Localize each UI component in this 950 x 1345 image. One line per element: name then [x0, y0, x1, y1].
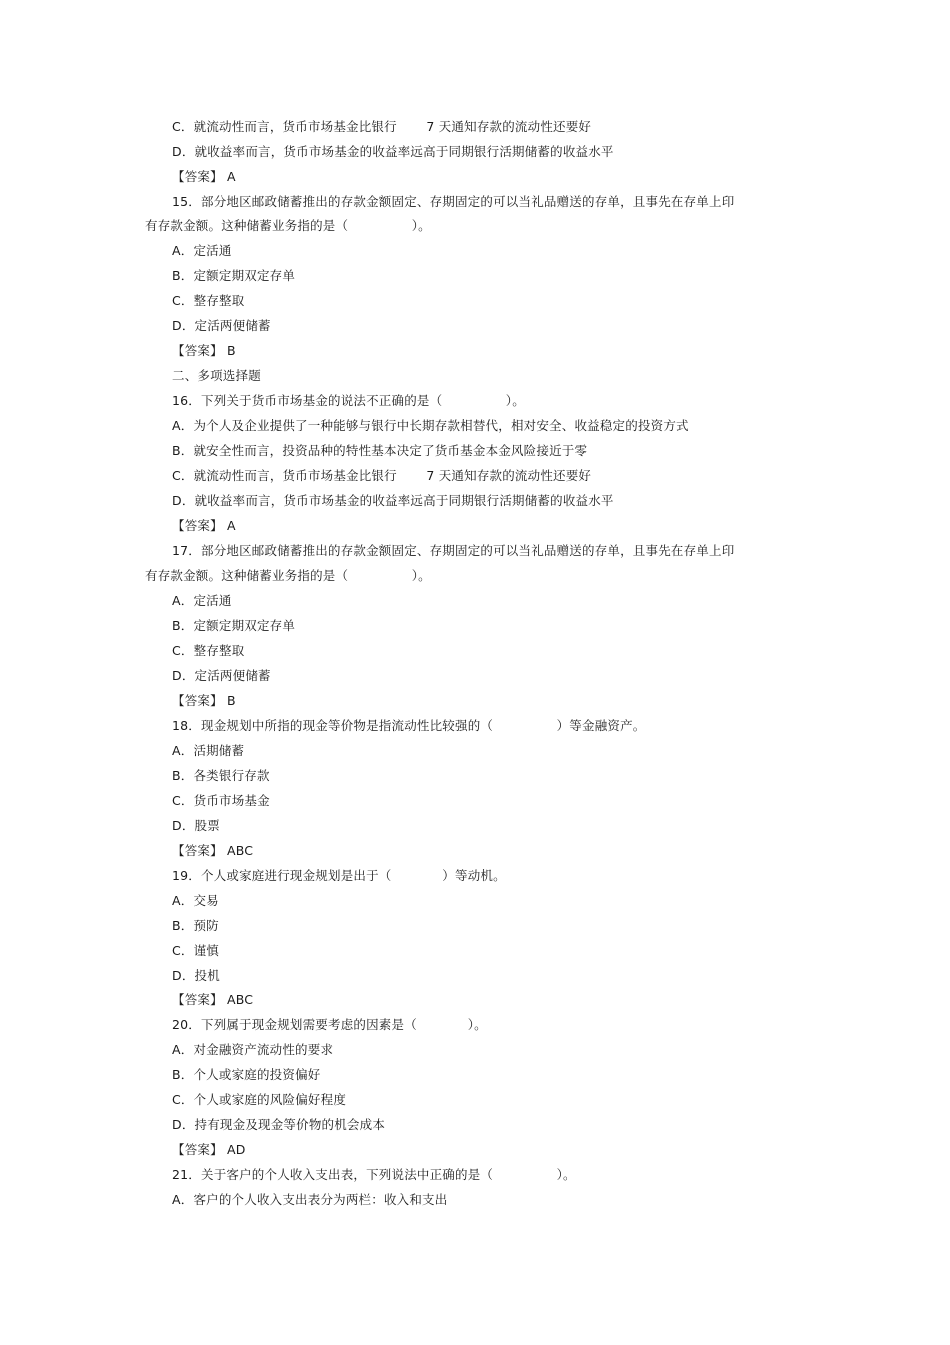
- option-b: B．定额定期双定存单: [172, 618, 296, 633]
- answer-line: 【答案】 ABC: [172, 992, 254, 1007]
- option-a: A．活期储蓄: [172, 743, 245, 758]
- option-b: B．各类银行存款: [172, 768, 270, 783]
- question-17: 17．部分地区邮政储蓄推出的存款金额固定、存期固定的可以当礼品赠送的存单，且事先在存单上印: [172, 543, 735, 558]
- option-c: C．谨慎: [172, 943, 220, 958]
- question-16: 16．下列关于货币市场基金的说法不正确的是（ ）。: [172, 393, 525, 408]
- option-a: A．定活通: [172, 593, 232, 608]
- section-heading: 二、多项选择题: [172, 368, 261, 383]
- answer-line: 【答案】 A: [172, 518, 236, 533]
- option-a: A．交易: [172, 893, 219, 908]
- answer-line: 【答案】 ABC: [172, 843, 254, 858]
- question-15-continued: 有存款金额。这种储蓄业务指的是（ ）。: [145, 218, 431, 233]
- option-b: B．预防: [172, 918, 219, 933]
- question-17-continued: 有存款金额。这种储蓄业务指的是（ ）。: [145, 568, 431, 583]
- option-c: C．就流动性而言，货币市场基金比银行 7 天通知存款的流动性还要好: [172, 468, 592, 483]
- option-b: B．个人或家庭的投资偏好: [172, 1067, 321, 1082]
- option-b: B．定额定期双定存单: [172, 268, 296, 283]
- question-20: 20．下列属于现金规划需要考虑的因素是（ ）。: [172, 1017, 487, 1032]
- option-d: D．就收益率而言，货币市场基金的收益率远高于同期银行活期储蓄的收益水平: [172, 493, 614, 508]
- option-a: A．定活通: [172, 243, 232, 258]
- option-d: D．股票: [172, 818, 220, 833]
- answer-line: 【答案】 A: [172, 169, 236, 184]
- question-21: 21．关于客户的个人收入支出表，下列说法中正确的是（ ）。: [172, 1167, 576, 1182]
- question-18: 18．现金规划中所指的现金等价物是指流动性比较强的（ ）等金融资产。: [172, 718, 646, 733]
- question-15: 15．部分地区邮政储蓄推出的存款金额固定、存期固定的可以当礼品赠送的存单，且事先在存单上印: [172, 194, 735, 209]
- answer-line: 【答案】 B: [172, 693, 236, 708]
- option-c: C．就流动性而言，货币市场基金比银行 7 天通知存款的流动性还要好: [172, 119, 592, 134]
- option-d: D．持有现金及现金等价物的机会成本: [172, 1117, 386, 1132]
- answer-line: 【答案】 B: [172, 343, 236, 358]
- option-a: A．为个人及企业提供了一种能够与银行中长期存款相替代，相对安全、收益稳定的投资方式: [172, 418, 689, 433]
- option-c: C．整存整取: [172, 643, 245, 658]
- option-c: C．整存整取: [172, 293, 245, 308]
- question-19: 19．个人或家庭进行现金规划是出于（ ）等动机。: [172, 868, 506, 883]
- option-a: A．对金融资产流动性的要求: [172, 1042, 334, 1057]
- option-d: D．定活两便储蓄: [172, 318, 271, 333]
- option-d: D．投机: [172, 968, 220, 983]
- option-c: C．个人或家庭的风险偏好程度: [172, 1092, 347, 1107]
- answer-line: 【答案】 AD: [172, 1142, 246, 1157]
- option-c: C．货币市场基金: [172, 793, 270, 808]
- option-a: A．客户的个人收入支出表分为两栏：收入和支出: [172, 1192, 448, 1207]
- option-b: B．就安全性而言，投资品种的特性基本决定了货币基金本金风险接近于零: [172, 443, 588, 458]
- option-d: D．就收益率而言，货币市场基金的收益率远高于同期银行活期储蓄的收益水平: [172, 144, 614, 159]
- option-d: D．定活两便储蓄: [172, 668, 271, 683]
